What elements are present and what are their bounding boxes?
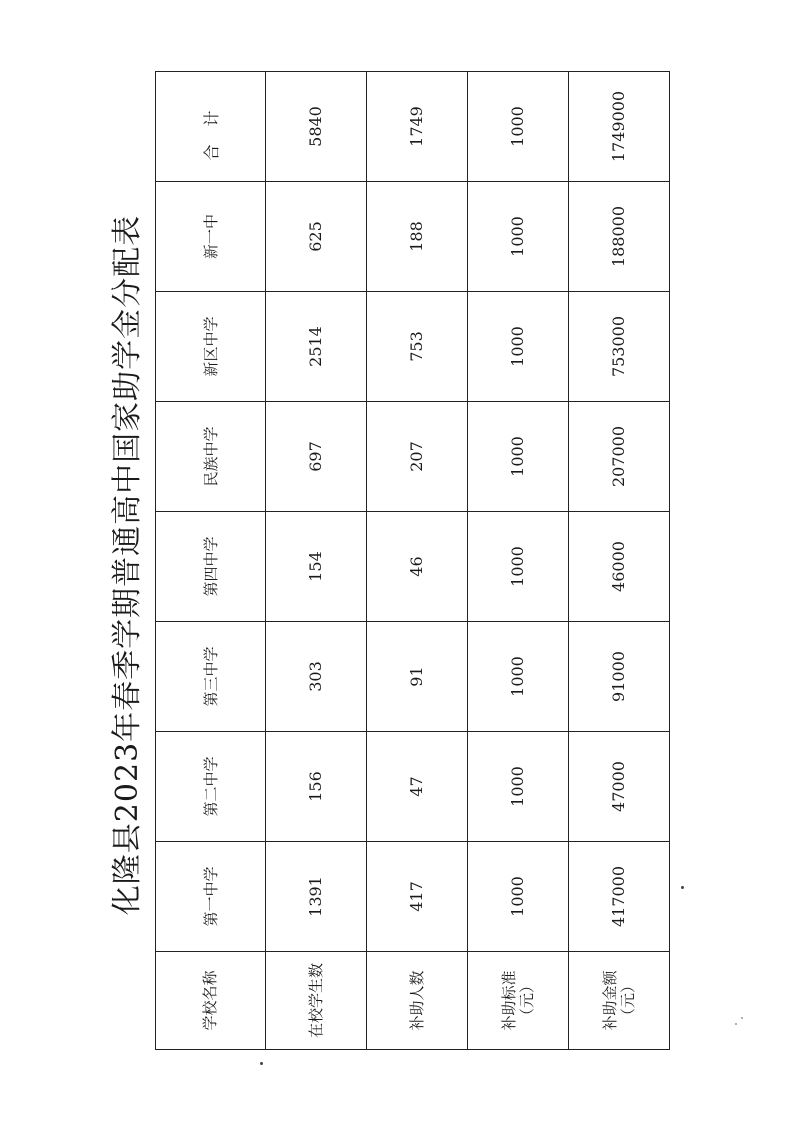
cell-standard: 1000 [467,292,568,402]
school-name-cell: 新区中学 [156,292,266,402]
header-amount: 补助金额（元） [568,952,669,1050]
cell-recipients: 753 [366,292,467,402]
header-school: 学校名称 [156,952,266,1050]
cell-students: 625 [265,182,366,292]
cell-students: 1391 [265,842,366,952]
cell-amount: 753000 [568,292,669,402]
field-row-recipients [366,72,467,1050]
cell-recipients: 1749 [366,72,467,182]
cell-amount: 91000 [568,622,669,732]
school-name-cell: 第二中学 [156,732,266,842]
cell-amount: 417000 [568,842,669,952]
school-name-cell: 第一中学 [156,842,266,952]
school-name-cell: 第四中学 [156,512,266,622]
scan-speck [741,1017,743,1019]
field-row-students [265,72,366,1050]
totals-label: 合计 [156,72,266,182]
header-recipients: 补助人数 [366,952,467,1050]
field-row-standard [467,72,568,1050]
cell-recipients: 417 [366,842,467,952]
cell-recipients: 46 [366,512,467,622]
cell-students: 2514 [265,292,366,402]
cell-recipients: 188 [366,182,467,292]
header-standard: 补助标准（元） [467,952,568,1050]
cell-recipients: 91 [366,622,467,732]
cell-standard: 1000 [467,182,568,292]
cell-students: 5840 [265,72,366,182]
scan-mark [681,886,684,889]
school-name-cell: 第三中学 [156,622,266,732]
scan-speck [735,1023,737,1025]
cell-standard: 1000 [467,402,568,512]
header-students: 在校学生数 [265,952,366,1050]
allocation-table [155,71,670,1050]
field-row-amount [568,72,669,1050]
cell-standard: 1000 [467,842,568,952]
cell-standard: 1000 [467,732,568,842]
field-row-school [156,72,266,1050]
cell-students: 303 [265,622,366,732]
cell-students: 154 [265,512,366,622]
cell-amount: 46000 [568,512,669,622]
cell-amount: 1749000 [568,72,669,182]
cell-amount: 47000 [568,732,669,842]
document-title: 化隆县2023年春季学期普通高中国家助学金分配表 [110,214,145,916]
cell-standard: 1000 [467,512,568,622]
cell-standard: 1000 [467,622,568,732]
cell-standard: 1000 [467,72,568,182]
cell-recipients: 47 [366,732,467,842]
cell-amount: 188000 [568,182,669,292]
cell-students: 697 [265,402,366,512]
scan-mark [260,1062,263,1065]
cell-amount: 207000 [568,402,669,512]
cell-recipients: 207 [366,402,467,512]
school-name-cell: 新一中 [156,182,266,292]
school-name-cell: 民族中学 [156,402,266,512]
cell-students: 156 [265,732,366,842]
